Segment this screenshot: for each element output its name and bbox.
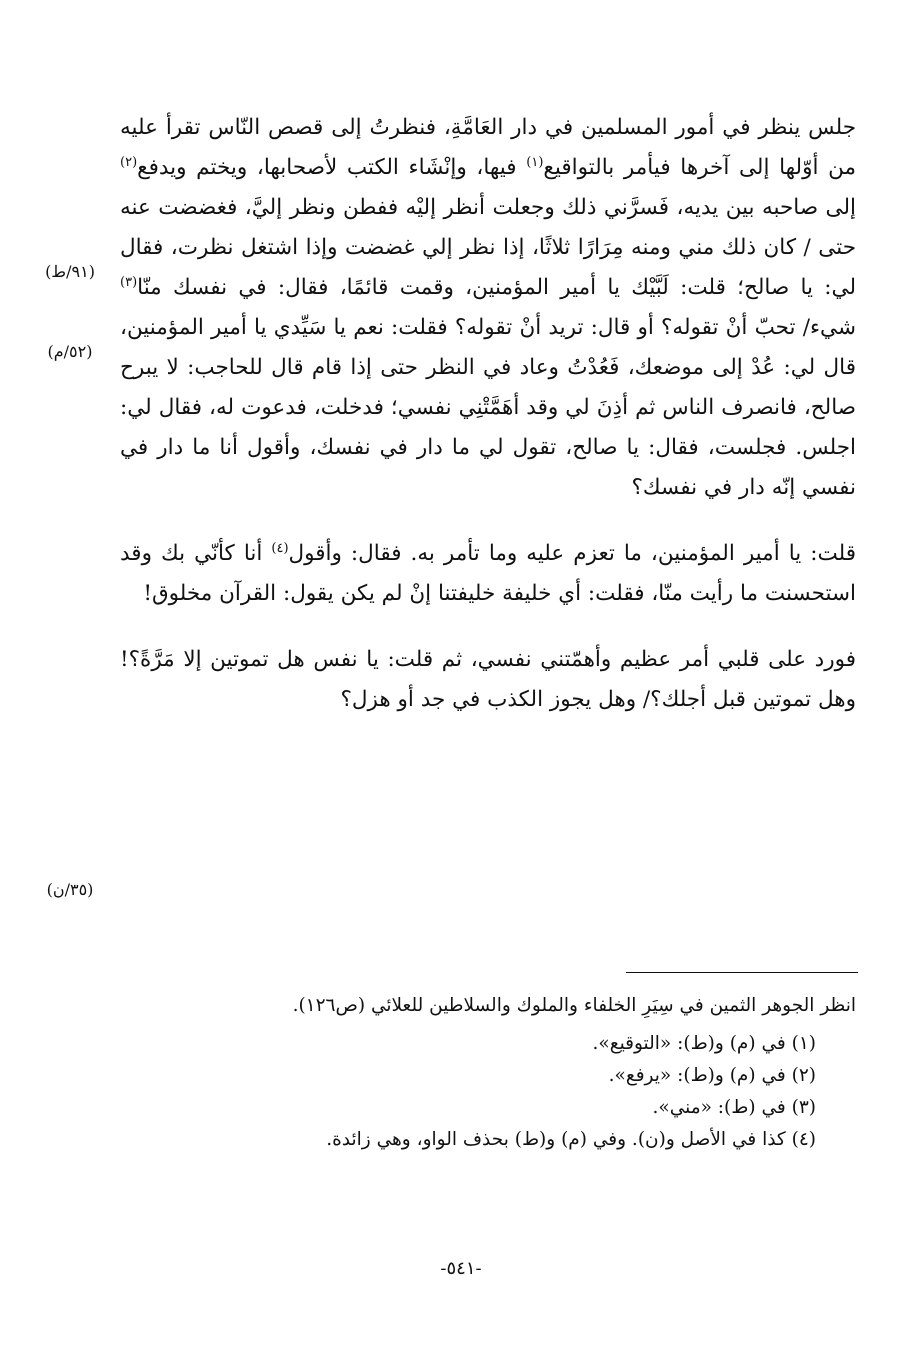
footnote-ref-3: (٣) xyxy=(120,274,138,290)
footnote-4: (٤) كذا في الأصل و(ن). وفي (م) و(ط) بحذف الواو، وهي زائدة. xyxy=(326,1129,816,1150)
paragraph-2-part-2: أنا كأنّي بك وقد استحسنت ما رأيت منّا، فقلت: أي خليفة خليفتنا إنْ لم يكن يقول: القرآن مخلوق! xyxy=(120,541,856,606)
paragraph-2 xyxy=(120,534,856,614)
footnote-source: انظر الجوهر الثمين في سِيَرِ الخلفاء والملوك والسلاطين للعلائي (ص١٢٦). xyxy=(292,995,856,1016)
footnote-list xyxy=(120,1028,856,1156)
paragraph-3-text: فورد على قلبي أمر عظيم وأهمّتني نفسي، ثم قلت: يا نفس هل تموتين إلا مَرَّةً؟! وهل تموتين قبل أجلك؟/ وهل يجوز الكذب في جد أو هزل؟ xyxy=(120,647,856,712)
margin-ref-t-91: (٩١/ط) xyxy=(45,262,95,281)
margin-ref-m-52: (٥٢/م) xyxy=(47,342,93,361)
paragraph-1-part-3: إلى صاحبه بين يديه، فَسرَّني ذلك وجعلت أنظر إليْه ففطن ونظر إليَّ، فغضضت عنه حتى / كان ذلك مني ومنه مِرَارًا ثلاثًا، إذا نظر إلي غضضت وإذا اشتغل نظرت، فقال لي: يا صالح؛ قلت: لَبَّيْك يا أمير المؤمنين، وقمت قائمًا، فقال: في نفسك منّا xyxy=(120,195,856,300)
main-text xyxy=(120,108,856,720)
footnote-3: (٣) في (ط): «مني». xyxy=(652,1097,816,1118)
footnote-2: (٢) في (م) و(ط): «يرفع». xyxy=(608,1065,816,1086)
paragraph-1-part-1: جلس ينظر في أمور المسلمين في دار العَامَّةِ، فنظرتُ إلى قصص النّاس تقرأ عليه من أوّلها إلى آخرها فيأمر بالتواقيع xyxy=(120,115,856,180)
page-number: -٥٤١- xyxy=(440,1258,482,1279)
footnote-ref-2: (٢) xyxy=(120,154,138,170)
footnotes xyxy=(120,990,856,1156)
footnote-ref-4: (٤) xyxy=(271,540,289,556)
paragraph-3 xyxy=(120,640,856,720)
footnote-1: (١) في (م) و(ط): «التوقيع». xyxy=(592,1033,816,1054)
footnote-ref-1: (١) xyxy=(526,154,544,170)
paragraph-1-part-4: شيء/ تحبّ أنْ تقوله؟ أو قال: تريد أنْ تقوله؟ فقلت: نعم يا سَيِّدي يا أمير المؤمنين، قال لي: عُدْ إلى موضعك، فَعُدْتُ وعاد في النظر حتى إذا قام قال للحاجب: لا يبرح صالح، فانصرف الناس ثم أذِنَ لي وقد أهَمَّتْنِي نفسي؛ فدخلت، فدعوت له، فقال لي: اجلس. فجلست، فقال: يا صالح، تقول لي ما دار في نفسك، وأقول أنا ما دار في نفسي إنّه دار في نفسك؟ xyxy=(120,315,856,500)
paragraph-1 xyxy=(120,108,856,508)
paragraph-1-part-2: فيها، وإنْشَاء الكتب لأصحابها، ويختم ويدفع xyxy=(137,155,527,180)
footnote-separator xyxy=(626,972,858,973)
paragraph-2-part-1: قلت: يا أمير المؤمنين، ما تعزم عليه وما تأمر به. فقال: وأقول xyxy=(288,541,857,566)
margin-ref-n-35: (٣٥/ن) xyxy=(46,880,94,899)
